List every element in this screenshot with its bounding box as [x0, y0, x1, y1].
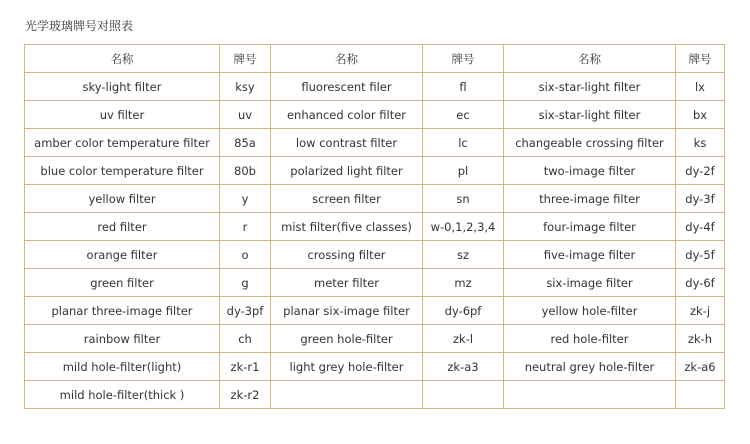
filter-code-cell: dy-2f: [676, 157, 725, 185]
column-header-name: 名称: [25, 45, 220, 73]
table-row: [25, 381, 725, 409]
filter-name-cell: red filter: [25, 213, 220, 241]
filter-code-cell: y: [220, 185, 271, 213]
filter-name-cell: uv filter: [25, 101, 220, 129]
table-row: [25, 101, 725, 129]
table-row: [25, 297, 725, 325]
filter-name-cell: orange filter: [25, 241, 220, 269]
filter-code-cell: dy-5f: [676, 241, 725, 269]
filter-code-cell: w-0,1,2,3,4: [423, 213, 504, 241]
filter-name-cell: six-star-light filter: [504, 73, 676, 101]
filter-code-cell: dy-4f: [676, 213, 725, 241]
table-row: [25, 185, 725, 213]
filter-name-cell: rainbow filter: [25, 325, 220, 353]
filter-code-cell: ch: [220, 325, 271, 353]
filter-code-cell: mz: [423, 269, 504, 297]
filter-code-cell: ec: [423, 101, 504, 129]
filter-code-cell: pl: [423, 157, 504, 185]
filter-name-cell: neutral grey hole-filter: [504, 353, 676, 381]
filter-name-cell: amber color temperature filter: [25, 129, 220, 157]
filter-code-cell: [676, 381, 725, 409]
filter-code-cell: uv: [220, 101, 271, 129]
filter-name-cell: blue color temperature filter: [25, 157, 220, 185]
filter-name-cell: two-image filter: [504, 157, 676, 185]
column-header-name: 名称: [271, 45, 423, 73]
filter-name-cell: light grey hole-filter: [271, 353, 423, 381]
filter-code-cell: dy-6pf: [423, 297, 504, 325]
filter-name-cell: enhanced color filter: [271, 101, 423, 129]
filter-name-cell: yellow filter: [25, 185, 220, 213]
column-header-code: 牌号: [676, 45, 725, 73]
filter-name-cell: mild hole-filter(light): [25, 353, 220, 381]
column-header-code: 牌号: [423, 45, 504, 73]
filter-name-cell: meter filter: [271, 269, 423, 297]
filter-name-cell: changeable crossing filter: [504, 129, 676, 157]
filter-code-cell: 80b: [220, 157, 271, 185]
filter-name-cell: red hole-filter: [504, 325, 676, 353]
filter-name-cell: green filter: [25, 269, 220, 297]
filter-code-cell: zk-a6: [676, 353, 725, 381]
filter-name-cell: sky-light filter: [25, 73, 220, 101]
column-header-code: 牌号: [220, 45, 271, 73]
filter-code-cell: ks: [676, 129, 725, 157]
filter-name-cell: [271, 381, 423, 409]
filter-name-cell: planar six-image filter: [271, 297, 423, 325]
filter-code-cell: zk-r1: [220, 353, 271, 381]
filter-name-cell: low contrast filter: [271, 129, 423, 157]
filter-code-cell: dy-6f: [676, 269, 725, 297]
table-row: [25, 73, 725, 101]
filter-code-cell: fl: [423, 73, 504, 101]
filter-name-cell: yellow hole-filter: [504, 297, 676, 325]
filter-code-cell: zk-a3: [423, 353, 504, 381]
filter-code-cell: zk-l: [423, 325, 504, 353]
filter-code-cell: lc: [423, 129, 504, 157]
filter-code-cell: 85a: [220, 129, 271, 157]
table-row: [25, 129, 725, 157]
table-row: [25, 157, 725, 185]
filter-code-cell: zk-r2: [220, 381, 271, 409]
filter-code-cell: dy-3f: [676, 185, 725, 213]
filter-code-cell: g: [220, 269, 271, 297]
filter-name-cell: green hole-filter: [271, 325, 423, 353]
filter-name-cell: mild hole-filter(thick ): [25, 381, 220, 409]
table-row: [25, 325, 725, 353]
filter-name-cell: crossing filter: [271, 241, 423, 269]
table-row: [25, 241, 725, 269]
filter-code-cell: lx: [676, 73, 725, 101]
filter-code-cell: [423, 381, 504, 409]
filter-code-cell: r: [220, 213, 271, 241]
filter-code-cell: bx: [676, 101, 725, 129]
filter-name-cell: planar three-image filter: [25, 297, 220, 325]
filter-name-cell: fluorescent filer: [271, 73, 423, 101]
table-row: [25, 213, 725, 241]
page-title: 光学玻璃牌号对照表: [25, 19, 134, 33]
filter-code-cell: o: [220, 241, 271, 269]
filter-code-cell: dy-3pf: [220, 297, 271, 325]
header-row: [25, 45, 725, 73]
filter-code-cell: zk-j: [676, 297, 725, 325]
filter-name-cell: three-image filter: [504, 185, 676, 213]
filter-name-cell: screen filter: [271, 185, 423, 213]
table-row: [25, 353, 725, 381]
filter-name-cell: polarized light filter: [271, 157, 423, 185]
filter-code-cell: zk-h: [676, 325, 725, 353]
filter-code-cell: sn: [423, 185, 504, 213]
filter-name-cell: mist filter(five classes): [271, 213, 423, 241]
filter-name-cell: six-image filter: [504, 269, 676, 297]
filter-code-cell: sz: [423, 241, 504, 269]
filter-name-cell: [504, 381, 676, 409]
column-header-name: 名称: [504, 45, 676, 73]
filter-code-cell: ksy: [220, 73, 271, 101]
filter-name-cell: six-star-light filter: [504, 101, 676, 129]
filter-name-cell: four-image filter: [504, 213, 676, 241]
filter-name-cell: five-image filter: [504, 241, 676, 269]
reference-table: [24, 44, 725, 409]
table-row: [25, 269, 725, 297]
